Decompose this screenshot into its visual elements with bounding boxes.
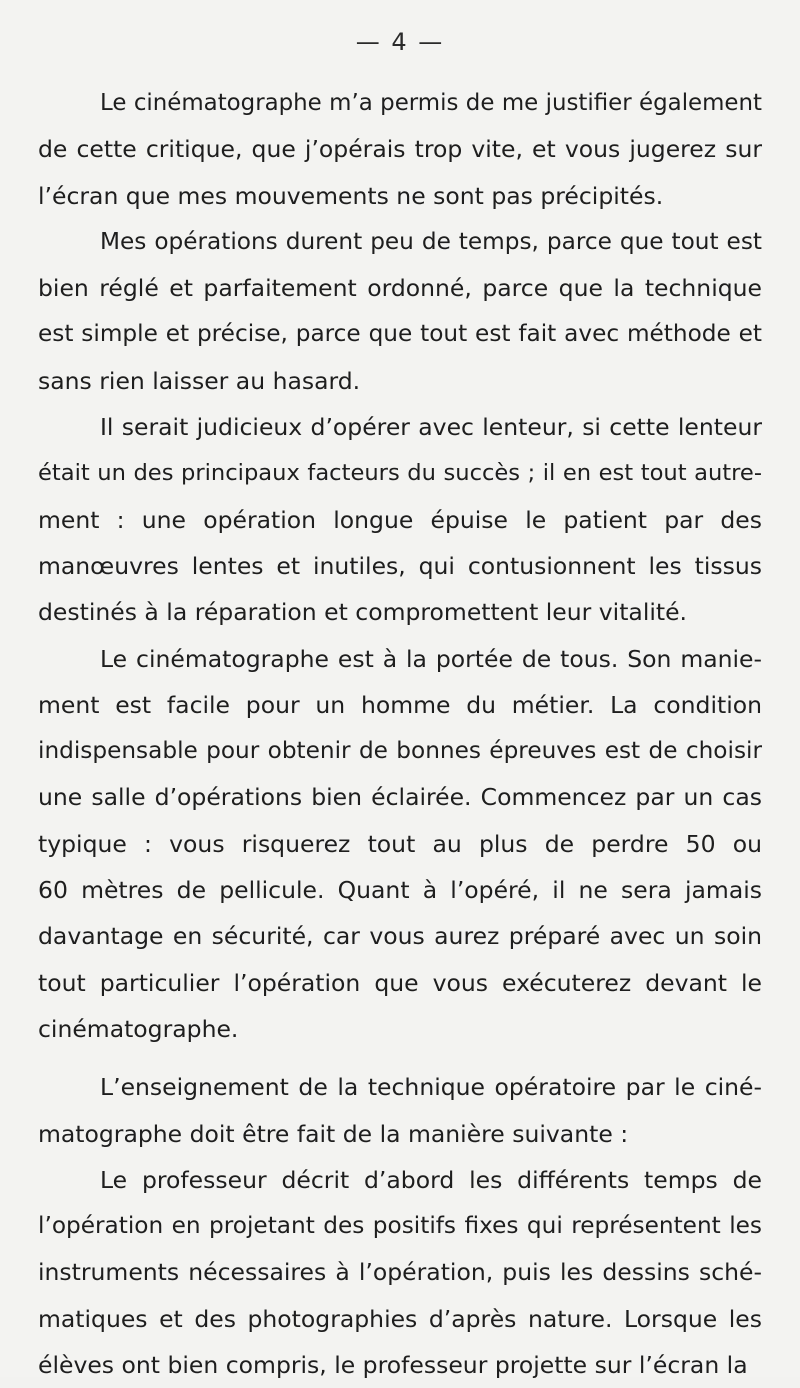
text-line: davantage en sécurité, car vous aurez préparé avec un soin bbox=[38, 922, 762, 951]
text-line: matiques et des photographies d’après nature. Lorsque les bbox=[38, 1304, 762, 1333]
text-line: Le professeur décrit d’abord les différents temps de bbox=[100, 1165, 762, 1194]
text-line: de cette critique, que j’opérais trop vite, et vous jugerez sur bbox=[38, 135, 762, 164]
text-line: est simple et précise, parce que tout est fait avec méthode et bbox=[38, 320, 762, 348]
text-line: manœuvres lentes et inutiles, qui contusionnent les tissus bbox=[38, 551, 762, 580]
page-number: — 4 — bbox=[355, 28, 445, 56]
text-line: Le cinématographe m’a permis de me justifier également bbox=[100, 90, 762, 116]
text-line: ment : une opération longue épuise le patient par des bbox=[38, 505, 762, 534]
text-line: tout particulier l’opération que vous exécuterez devant le bbox=[38, 968, 762, 997]
text-line: indispensable pour obtenir de bonnes épreuves est de choisir bbox=[38, 737, 762, 765]
text-line: L’enseignement de la technique opératoire par le ciné- bbox=[100, 1073, 762, 1102]
text-line: Mes opérations durent peu de temps, parce que tout est bbox=[100, 227, 762, 255]
text-line: instruments nécessaires à l’opération, puis les dessins sché- bbox=[38, 1258, 762, 1287]
text-line: typique : vous risquerez tout au plus de perdre 50 ou bbox=[38, 829, 762, 858]
text-line: élèves ont bien compris, le professeur projette sur l’écran la bbox=[38, 1351, 748, 1380]
text-line: était un des principaux facteurs du succès ; il en est tout autre- bbox=[38, 460, 762, 487]
text-line: cinématographe. bbox=[38, 1014, 239, 1043]
text-line: l’opération en projetant des positifs fixes qui représentent les bbox=[38, 1212, 762, 1240]
text-line: bien réglé et parfaitement ordonné, parce que la technique bbox=[38, 274, 762, 303]
text-line: une salle d’opérations bien éclairée. Commencez par un cas bbox=[38, 783, 762, 812]
text-line: matographe doit être fait de la manière suivante : bbox=[38, 1119, 629, 1148]
text-line: destinés à la réparation et compromettent leur vitalité. bbox=[38, 598, 688, 627]
paragraph bbox=[38, 1157, 762, 1388]
paragraph bbox=[38, 636, 762, 1053]
text-line: l’écran que mes mouvements ne sont pas précipités. bbox=[38, 181, 664, 210]
text-line: sans rien laisser au hasard. bbox=[38, 366, 361, 395]
text-line: Le cinématographe est à la portée de tous. Son manie- bbox=[100, 644, 762, 673]
paragraph bbox=[38, 1064, 762, 1157]
text-line: Il serait judicieux d’opérer avec lenteur, si cette lenteur bbox=[100, 413, 762, 442]
paragraph bbox=[38, 219, 762, 404]
paragraph bbox=[38, 404, 762, 635]
text-line: ment est facile pour un homme du métier. La condition bbox=[38, 690, 762, 719]
text-line: 60 mètres de pellicule. Quant à l’opéré, il ne sera jamais bbox=[38, 876, 762, 905]
paragraph bbox=[38, 80, 762, 219]
